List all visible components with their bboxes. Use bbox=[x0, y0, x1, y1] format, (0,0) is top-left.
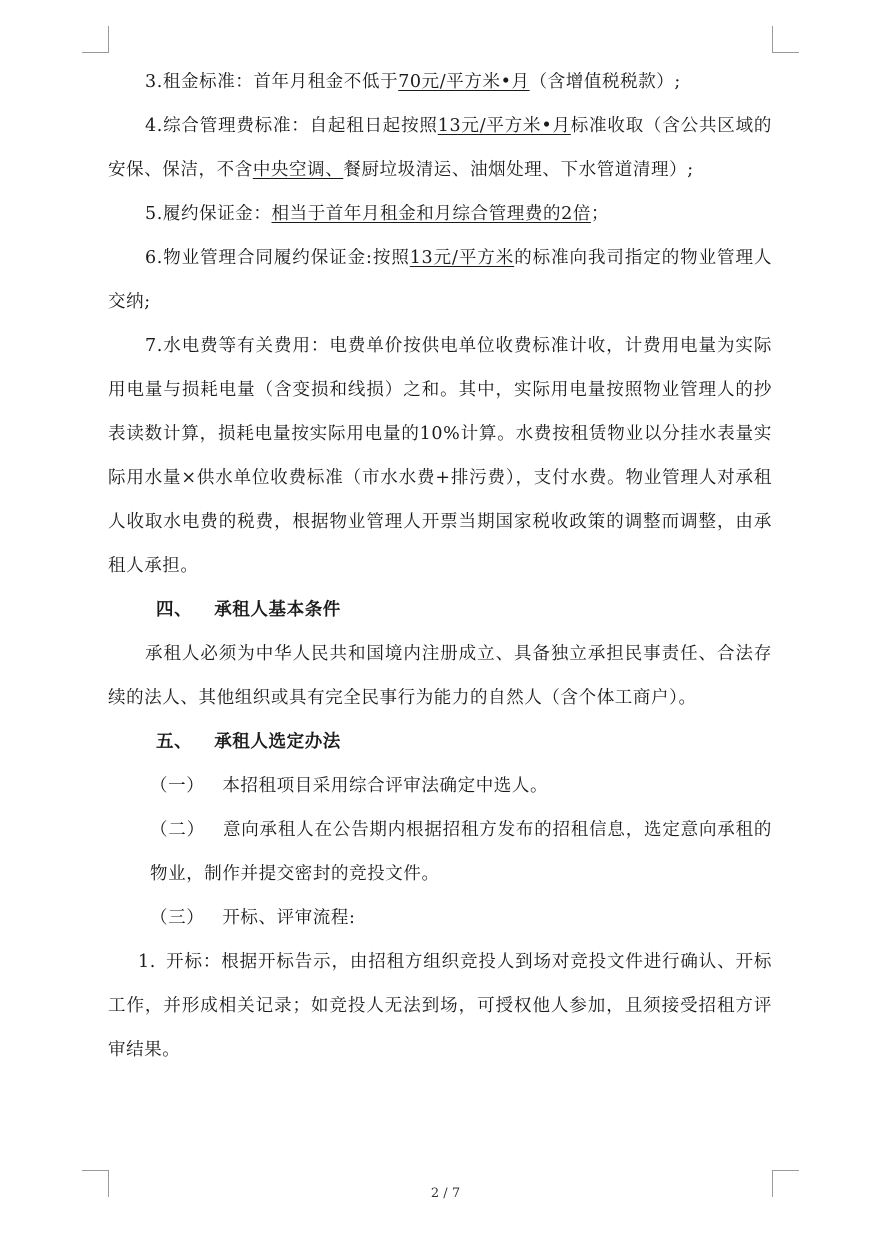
step-1-opening: 1. 开标：根据开标告示，由招租方组织竞投人到场对竞投文件进行确认、开标工作，并形成相关记录；如竞投人无法到场，可授权他人参加，且须接受招租方评审结果。 bbox=[108, 952, 772, 1060]
section-number: 五、 bbox=[156, 732, 193, 752]
section-heading-4 bbox=[108, 588, 772, 632]
document-body bbox=[108, 60, 772, 1072]
item-performance-bond: 5.履约保证金：相当于首年月租金和月综合管理费的2倍； bbox=[145, 204, 610, 224]
central-ac-note: 中央空调、 bbox=[252, 160, 344, 180]
section-title: 承租人基本条件 bbox=[214, 600, 341, 620]
subsection-3: （三） 开标、评审流程: bbox=[150, 908, 356, 928]
subsection-2: （二） 意向承租人在公告期内根据招租方发布的招租信息，选定意向承租的物业，制作并提交密封的竞投文件。 bbox=[150, 820, 772, 884]
property-bond-rate: 13元/平方米 bbox=[409, 248, 515, 268]
section-heading-5 bbox=[108, 720, 772, 764]
section-number: 四、 bbox=[156, 600, 193, 620]
crop-mark-top-left bbox=[82, 26, 109, 53]
section-title: 承租人选定办法 bbox=[214, 732, 341, 752]
item-utility-fees: 7.水电费等有关费用：电费单价按供电单位收费标准计收，计费用电量为实际用电量与损耗电量（含变损和线损）之和。其中，实际用电量按照物业管理人的抄表读数计算，损耗电量按实际用电量的10%计算。水费按租赁物业以分挂水表量实际用水量×供水单位收费标准（市水水费+排污费），支付水费。物业管理人对承租人收取水电费的税费，根据物业管理人开票当期国家税收政策的调整而调整，由承租人承担。 bbox=[108, 336, 772, 576]
page-number: 2 / 7 bbox=[430, 1186, 461, 1201]
management-fee-rate: 13元/平方米•月 bbox=[437, 116, 571, 136]
rent-rate: 70元/平方米•月 bbox=[398, 72, 530, 92]
crop-mark-top-right bbox=[772, 26, 799, 53]
subsection-1: （一） 本招租项目采用综合评审法确定中选人。 bbox=[150, 776, 549, 796]
item-rent-standard: 3.租金标准：首年月租金不低于70元/平方米•月（含增值税税款）; bbox=[145, 72, 681, 92]
item-management-fee: 4.综合管理费标准：自起租日起按照13元/平方米•月标准收取（含公共区域的安保、保洁，不含中央空调、餐厨垃圾清运、油烟处理、下水管道清理）; bbox=[108, 116, 772, 180]
performance-bond-amount: 相当于首年月租金和月综合管理费的2倍 bbox=[271, 204, 591, 224]
item-property-bond: 6.物业管理合同履约保证金:按照13元/平方米的标准向我司指定的物业管理人交纳; bbox=[108, 248, 772, 312]
section-4-body: 承租人必须为中华人民共和国境内注册成立、具备独立承担民事责任、合法存续的法人、其他组织或具有完全民事行为能力的自然人（含个体工商户）。 bbox=[108, 644, 772, 708]
